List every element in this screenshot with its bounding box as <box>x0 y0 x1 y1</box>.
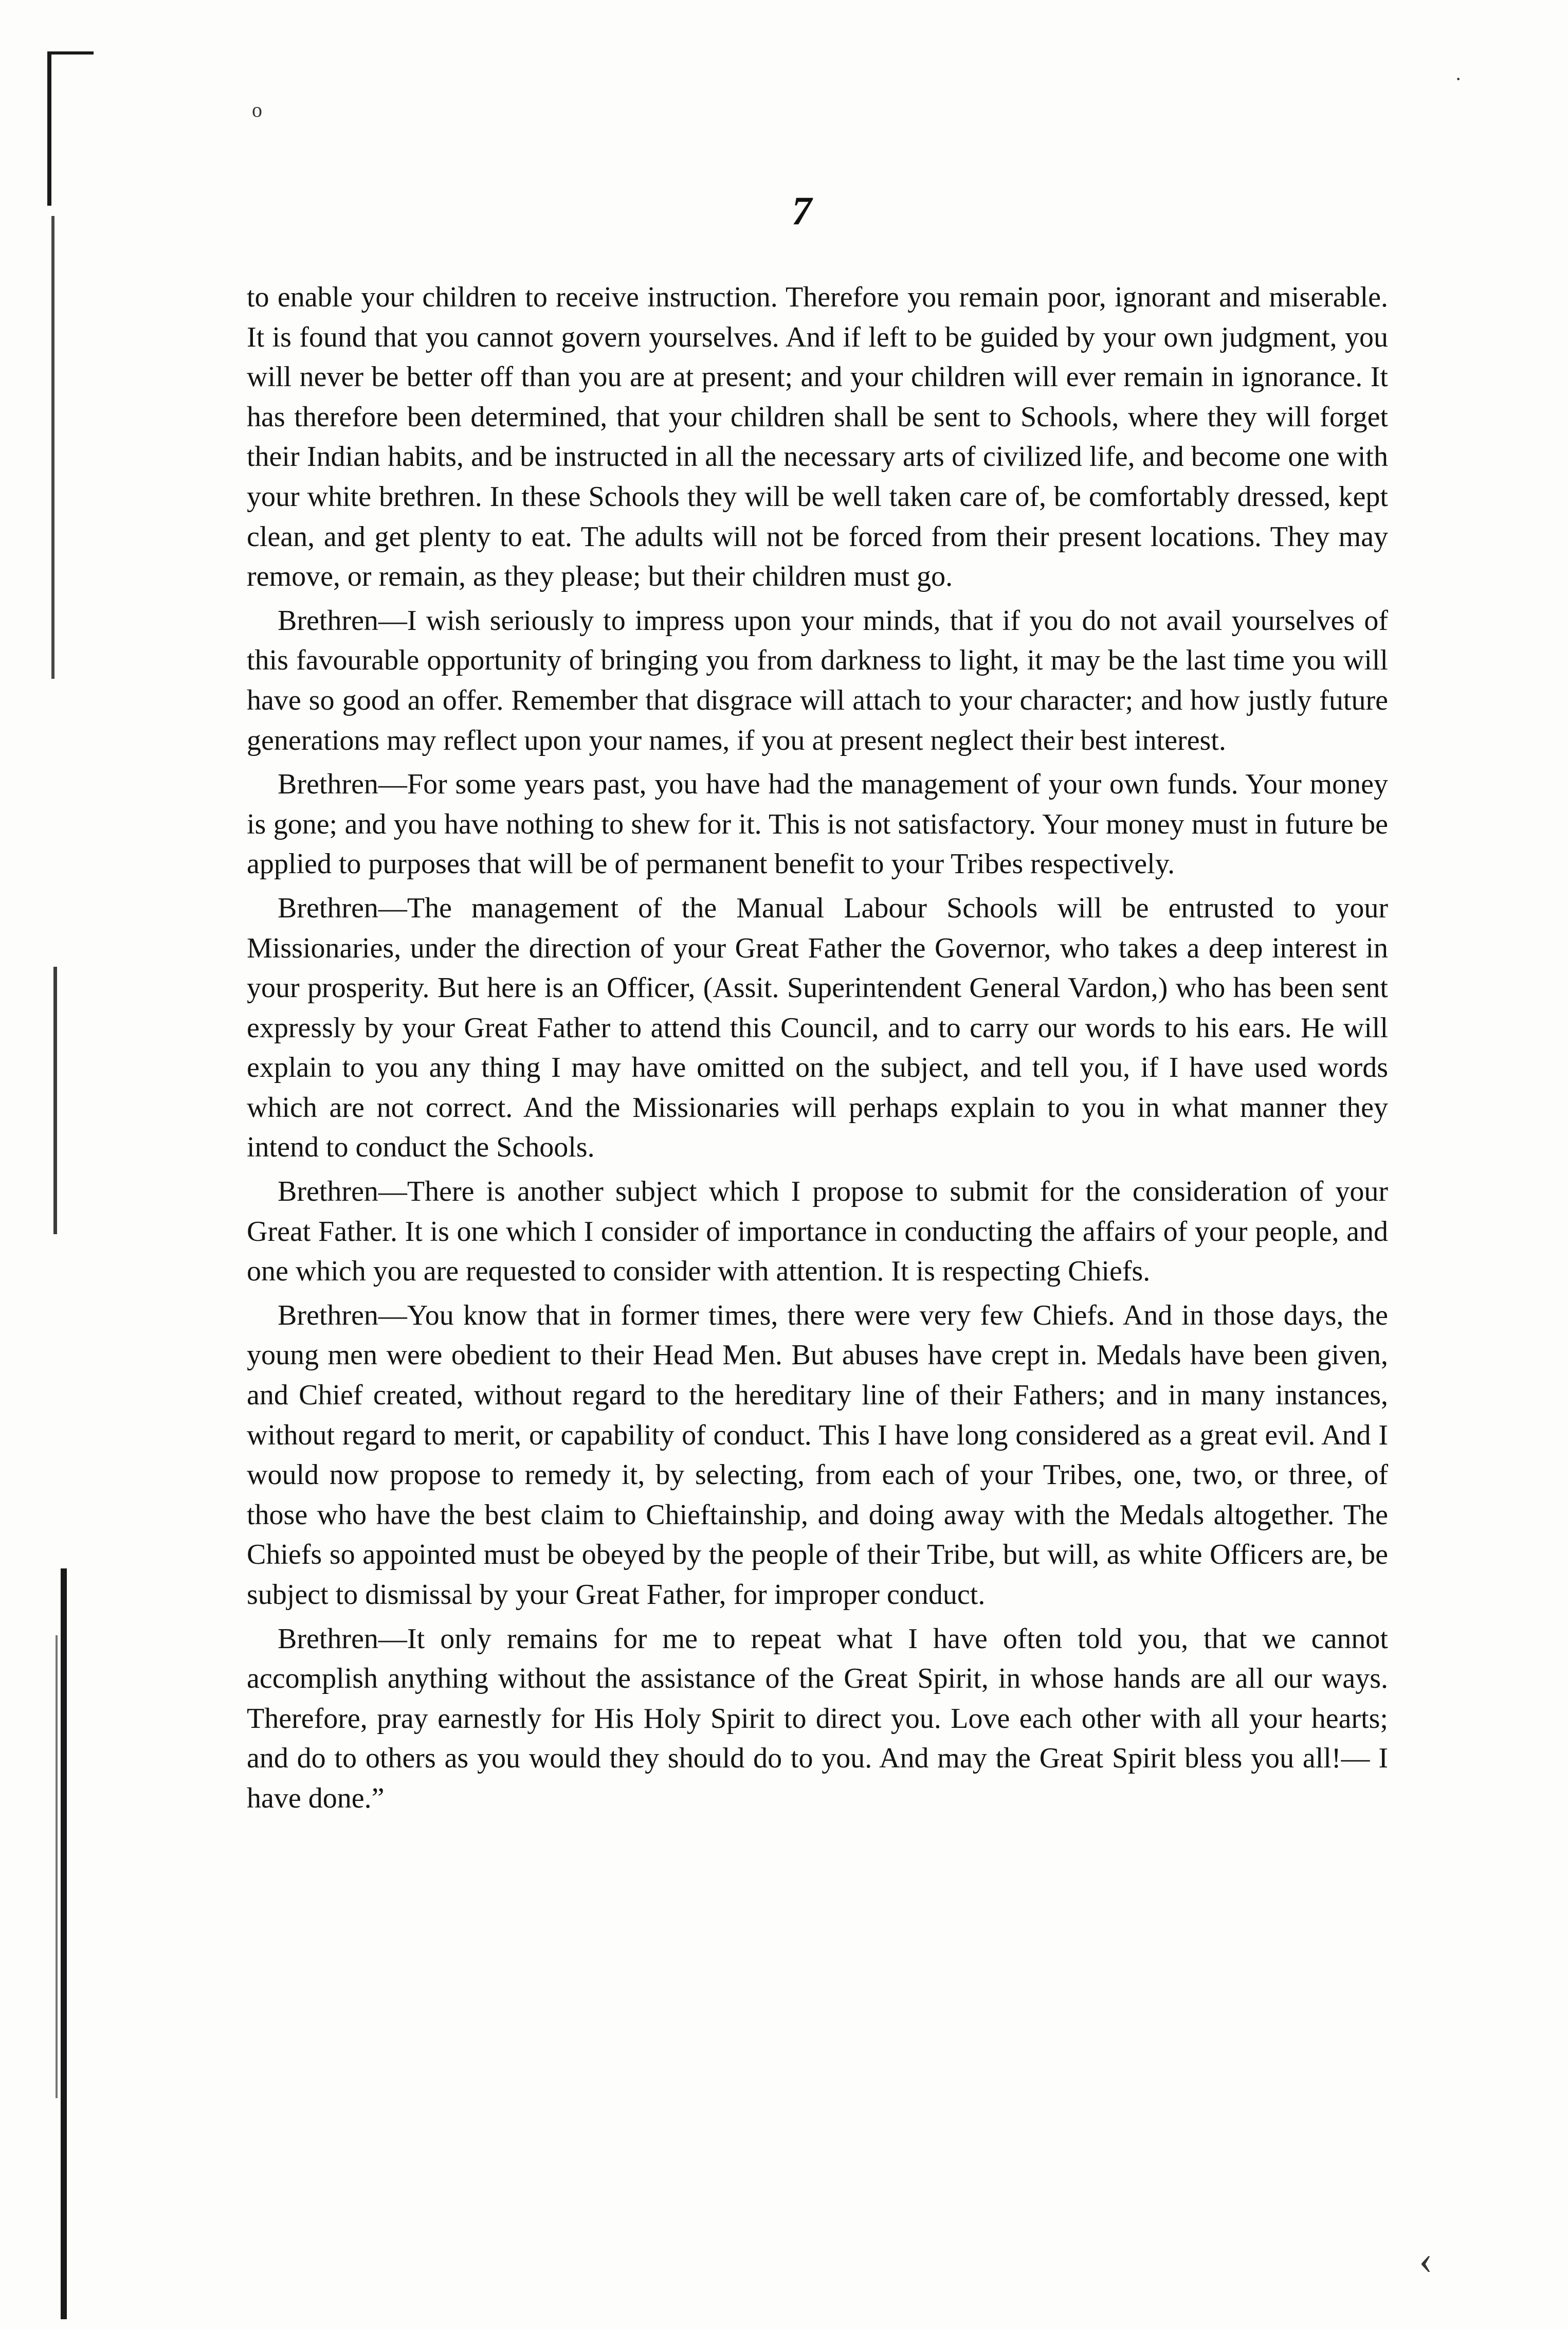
paragraph: Brethren—For some years past, you have had the management of your own funds. Your money is gone; and you have nothing to shew for it. This is not satisfactory. Your money must in future be applied to purposes that will be of permanent benefit to your Tribes respectively. <box>247 768 1388 880</box>
binding-edge-middle <box>53 967 57 1234</box>
paragraph: Brethren—It only remains for me to repeat what I have often told you, that we cannot accomplish anything without the assistance of the Great Spirit, in whose hands are all our ways. Therefore, pray earnestly for His Holy Spirit to direct you. Love each other with all your hearts; and do to others as you would they should do to you. And may the Great Spirit bless you all!— I have done.” <box>247 1622 1388 1814</box>
page-number: 7 <box>792 188 812 233</box>
paragraph: Brethren—I wish seriously to impress upon your minds, that if you do not avail yourselves of this favourable opportunity of bringing you from darkness to light, it may be the last time you will have so good an offer. Remember that disgrace will attach to your character; and how justly future generations may reflect upon your names, if you at present neglect their best interest. <box>247 604 1388 756</box>
paragraph: Brethren—The management of the Manual Labour Schools will be entrusted to your Missionaries, under the direction of your Great Father the Governor, who takes a deep interest in your prosperity. But here is an Officer, (Assit. Superintendent General Vardon,) who has been sent expressly by your Great Father to attend this Council, and to carry our words to his ears. He will explain to you any thing I may have omitted on the subject, and tell you, if I have used words which are not correct. And the Missionaries will perhaps explain to you in what manner they intend to conduct the Schools. <box>247 892 1388 1164</box>
binding-edge-lower <box>61 1568 67 2319</box>
speck-mark: ‹ <box>1419 2237 1433 2283</box>
binding-edge-bracket-top <box>47 51 94 55</box>
body-text <box>247 278 1388 1819</box>
paragraph: Brethren—You know that in former times, there were very few Chiefs. And in those days, the young men were obedient to their Head Men. But abuses have crept in. Medals have been given, and Chief created, without regard to the hereditary line of their Fathers; and in many instances, without regard to merit, or capability of conduct. This I have long considered as a great evil. And I would now propose to remedy it, by selecting, from each of your Tribes, one, two, or three, of those who have the best claim to Chieftainship, and doing away with the Medals altogether. The Chiefs so appointed must be obeyed by the people of their Tribe, but will, as white Officers are, be subject to dismissal by your Great Father, for improper conduct. <box>247 1299 1388 1611</box>
binding-edge-lower-thin <box>56 1635 58 2098</box>
speck-mark: · <box>1455 67 1462 91</box>
paragraph: Brethren—There is another subject which I propose to submit for the consideration of your Great Father. It is one which I consider of importance in conducting the affairs of your people, and one which you are requested to consider with attention. It is respecting Chiefs. <box>247 1176 1388 1288</box>
binding-edge-top <box>47 51 51 206</box>
speck-mark: o <box>252 98 262 121</box>
paragraph: to enable your children to receive instruction. Therefore you remain poor, ignorant and miserable. It is found that you cannot govern yourselves. And if left to be guided by your own judgment, you will never be better off than you are at present; and your children will ever remain in ignorance. It has therefore been determined, that your children shall be sent to Schools, where they will forget their Indian habits, and be instructed in all the necessary arts of civilized life, and become one with your white brethren. In these Schools they will be well taken care of, be comfortably dressed, kept clean, and get plenty to eat. The adults will not be forced from their present locations. They may remove, or remain, as they please; but their children must go. <box>247 281 1388 593</box>
binding-edge-upper <box>51 216 54 679</box>
